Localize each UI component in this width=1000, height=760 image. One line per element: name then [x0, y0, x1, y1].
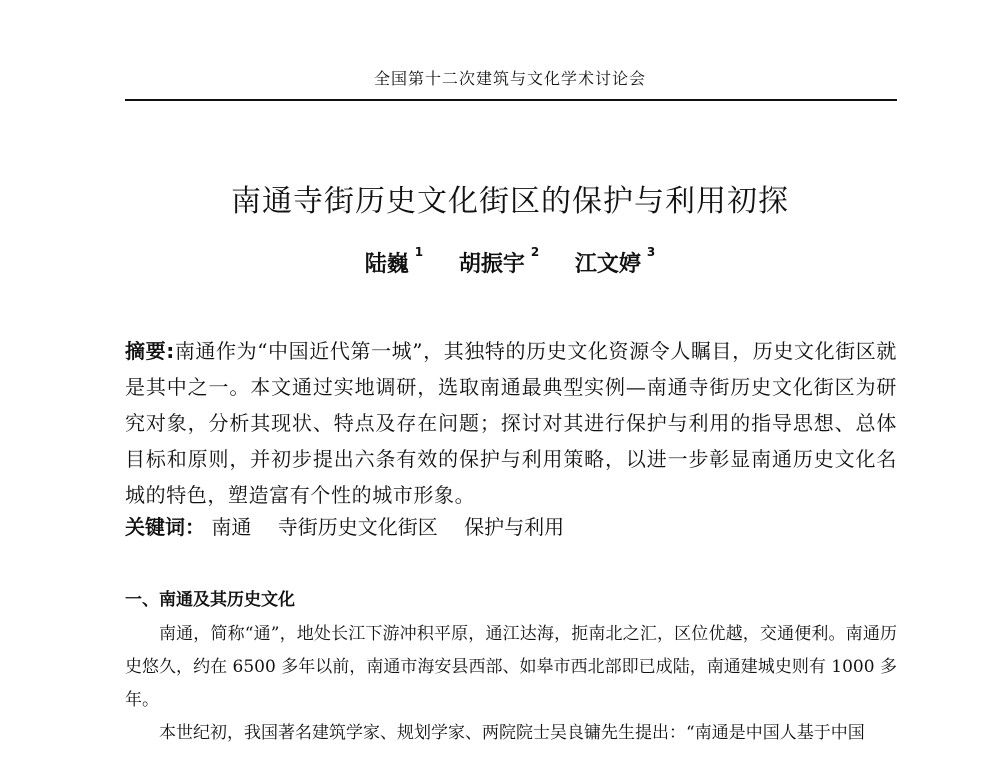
author-affiliation-mark: 1: [414, 245, 424, 259]
abstract: [125, 333, 897, 513]
author: [459, 247, 539, 278]
keywords-label: 关键词：: [125, 515, 205, 539]
author-affiliation-mark: 3: [646, 245, 656, 259]
author-name: 陆巍: [364, 252, 409, 277]
author: [365, 247, 423, 278]
abstract-label: 摘要:: [125, 339, 175, 363]
keyword: 南通: [211, 515, 252, 539]
author-name: 胡振宇: [458, 252, 525, 277]
author-list: [125, 247, 895, 278]
header-rule: [125, 99, 897, 101]
paragraph: 南通，简称“通”，地处长江下游冲积平原，通江达海，扼南北之汇，区位优越，交通便利。南通历史悠久，约在 6500 多年以前，南通市海安县西部、如皋市西北部即已成陆，南通建城史则有 1000 多年。: [125, 624, 897, 710]
keywords: [125, 512, 897, 542]
keyword: 保护与利用: [464, 515, 565, 539]
section-body: [125, 618, 897, 750]
article-title: 南通寺街历史文化街区的保护与利用初探: [231, 184, 789, 219]
author-affiliation-mark: 2: [530, 245, 540, 259]
author: [575, 247, 655, 278]
author-name: 江文婷: [574, 252, 641, 277]
running-header: 全国第十二次建筑与文化学术讨论会: [373, 69, 646, 88]
abstract-text: 南通作为“中国近代第一城”，其独特的历史文化资源令人瞩目，历史文化街区就是其中之一。本文通过实地调研，选取南通最典型实例—南通寺街历史文化街区为研究对象，分析其现状、特点及存在问题；探讨对其进行保护与利用的指导思想、总体目标和原则，并初步提出六条有效的保护与利用策略，以进一步彰显南通历史文化名城的特色，塑造富有个性的城市形象。: [125, 339, 897, 507]
section-heading: 一、南通及其历史文化: [125, 590, 295, 610]
keyword: 寺街历史文化街区: [277, 515, 438, 539]
paragraph: 本世纪初，我国著名建筑学家、规划学家、两院院士吴良镛先生提出：“南通是中国人基于中国: [159, 723, 865, 743]
